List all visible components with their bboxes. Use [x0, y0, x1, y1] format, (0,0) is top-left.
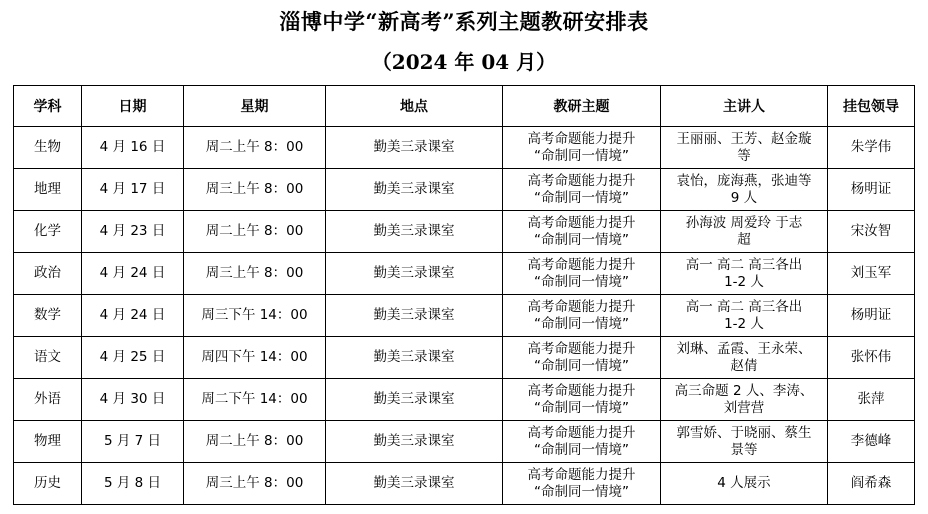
cell-weekday: 周二上午 8：00: [184, 421, 326, 463]
cell-place: 勤美三录课室: [326, 379, 503, 421]
cell-leader: 刘玉军: [828, 253, 915, 295]
cell-speaker-line-2: 刘营营: [723, 399, 765, 416]
cell-topic: [503, 421, 661, 463]
cell-speaker-line-1: 孙海波 周爱玲 于志: [685, 214, 803, 231]
header-topic: 教研主题: [503, 86, 661, 127]
cell-topic: [503, 253, 661, 295]
cell-topic-line-2: “命制同一情境”: [534, 189, 629, 206]
table-row: [14, 211, 915, 253]
cell-date: 4 月 30 日: [82, 379, 184, 421]
cell-speaker-line-1: 郭雪娇、于晓丽、蔡生: [676, 424, 812, 441]
header-subject: 学科: [14, 86, 82, 127]
cell-weekday: 周三上午 8：00: [184, 253, 326, 295]
cell-speaker-line-2: 9 人: [730, 189, 758, 206]
cell-topic: [503, 295, 661, 337]
cell-topic-line-1: 高考命题能力提升: [527, 172, 636, 189]
cell-topic-line-2: “命制同一情境”: [534, 231, 629, 248]
page-subtitle: （2024 年 04 月）: [371, 50, 557, 74]
cell-place: 勤美三录课室: [326, 295, 503, 337]
cell-topic-line-2: “命制同一情境”: [534, 315, 629, 332]
cell-place: 勤美三录课室: [326, 211, 503, 253]
cell-speaker: [661, 295, 828, 337]
cell-topic-line-2: “命制同一情境”: [534, 399, 629, 416]
schedule-table: [13, 85, 915, 505]
cell-speaker-line-1: 4 人展示: [717, 475, 771, 491]
cell-topic-line-1: 高考命题能力提升: [527, 298, 636, 315]
cell-topic-line-2: “命制同一情境”: [534, 483, 629, 500]
cell-topic-line-2: “命制同一情境”: [534, 273, 629, 290]
cell-date: 4 月 24 日: [82, 253, 184, 295]
table-row: [14, 295, 915, 337]
cell-topic-line-1: 高考命题能力提升: [527, 466, 636, 483]
cell-speaker-line-2: 赵倩: [730, 357, 758, 374]
cell-topic: [503, 463, 661, 505]
cell-leader: 张怀伟: [828, 337, 915, 379]
cell-subject: 历史: [14, 463, 82, 505]
cell-date: 5 月 8 日: [82, 463, 184, 505]
cell-speaker: [661, 169, 828, 211]
cell-topic: [503, 169, 661, 211]
cell-leader: 张萍: [828, 379, 915, 421]
table-header-row: [14, 86, 915, 127]
cell-speaker: [661, 253, 828, 295]
table-row: [14, 463, 915, 505]
cell-subject: 化学: [14, 211, 82, 253]
cell-leader: 杨明证: [828, 295, 915, 337]
cell-topic-line-1: 高考命题能力提升: [527, 130, 636, 147]
cell-topic: [503, 127, 661, 169]
cell-topic-line-1: 高考命题能力提升: [527, 214, 636, 231]
table-row: [14, 379, 915, 421]
cell-speaker: [661, 127, 828, 169]
cell-speaker: [661, 463, 828, 505]
cell-subject: 生物: [14, 127, 82, 169]
cell-speaker-line-1: 高一 高二 高三各出: [685, 256, 803, 273]
cell-date: 4 月 17 日: [82, 169, 184, 211]
cell-topic: [503, 379, 661, 421]
cell-date: 4 月 25 日: [82, 337, 184, 379]
cell-speaker-line-1: 刘琳、孟霞、王永荣、: [676, 340, 812, 357]
cell-leader: 朱学伟: [828, 127, 915, 169]
header-speaker: 主讲人: [661, 86, 828, 127]
cell-weekday: 周三上午 8：00: [184, 169, 326, 211]
cell-topic-line-2: “命制同一情境”: [534, 441, 629, 458]
cell-place: 勤美三录课室: [326, 337, 503, 379]
cell-speaker-line-2: 1-2 人: [724, 315, 764, 332]
cell-speaker-line-2: 等: [737, 147, 751, 164]
cell-place: 勤美三录课室: [326, 421, 503, 463]
cell-leader: 杨明证: [828, 169, 915, 211]
cell-speaker-line-2: 景等: [730, 441, 758, 458]
cell-speaker-line-1: 王丽丽、王芳、赵金璇: [676, 130, 812, 147]
table-row: [14, 169, 915, 211]
cell-speaker: [661, 379, 828, 421]
cell-leader: 宋汝智: [828, 211, 915, 253]
cell-topic-line-2: “命制同一情境”: [534, 147, 629, 164]
cell-subject: 语文: [14, 337, 82, 379]
cell-weekday: 周三上午 8：00: [184, 463, 326, 505]
cell-subject: 政治: [14, 253, 82, 295]
table-row: [14, 337, 915, 379]
header-weekday: 星期: [184, 86, 326, 127]
header-place: 地点: [326, 86, 503, 127]
header-date: 日期: [82, 86, 184, 127]
cell-speaker: [661, 337, 828, 379]
cell-date: 4 月 16 日: [82, 127, 184, 169]
cell-leader: 李德峰: [828, 421, 915, 463]
cell-topic-line-1: 高考命题能力提升: [527, 340, 636, 357]
cell-subject: 物理: [14, 421, 82, 463]
cell-topic-line-2: “命制同一情境”: [534, 357, 629, 374]
cell-topic: [503, 211, 661, 253]
cell-date: 5 月 7 日: [82, 421, 184, 463]
cell-weekday: 周二下午 14：00: [184, 379, 326, 421]
cell-weekday: 周四下午 14：00: [184, 337, 326, 379]
cell-topic-line-1: 高考命题能力提升: [527, 424, 636, 441]
cell-place: 勤美三录课室: [326, 127, 503, 169]
cell-topic-line-1: 高考命题能力提升: [527, 256, 636, 273]
cell-topic-line-1: 高考命题能力提升: [527, 382, 636, 399]
cell-topic: [503, 337, 661, 379]
table-row: [14, 253, 915, 295]
table-row: [14, 421, 915, 463]
cell-speaker-line-1: 高一 高二 高三各出: [685, 298, 803, 315]
cell-subject: 外语: [14, 379, 82, 421]
cell-weekday: 周二上午 8：00: [184, 127, 326, 169]
page-title: 淄博中学“新高考”系列主题教研安排表: [279, 9, 649, 34]
cell-weekday: 周三下午 14：00: [184, 295, 326, 337]
cell-speaker-line-1: 袁怡，庞海燕，张迪等: [676, 172, 812, 189]
cell-place: 勤美三录课室: [326, 253, 503, 295]
cell-speaker: [661, 421, 828, 463]
cell-subject: 数学: [14, 295, 82, 337]
cell-speaker-line-1: 高三命题 2 人、李涛、: [674, 382, 814, 399]
cell-speaker: [661, 211, 828, 253]
cell-leader: 阎希森: [828, 463, 915, 505]
cell-subject: 地理: [14, 169, 82, 211]
table-row: [14, 127, 915, 169]
cell-place: 勤美三录课室: [326, 169, 503, 211]
cell-speaker-line-2: 超: [737, 231, 751, 248]
cell-place: 勤美三录课室: [326, 463, 503, 505]
cell-speaker-line-2: 1-2 人: [724, 273, 764, 290]
cell-weekday: 周二上午 8：00: [184, 211, 326, 253]
header-leader: 挂包领导: [828, 86, 915, 127]
cell-date: 4 月 23 日: [82, 211, 184, 253]
cell-date: 4 月 24 日: [82, 295, 184, 337]
